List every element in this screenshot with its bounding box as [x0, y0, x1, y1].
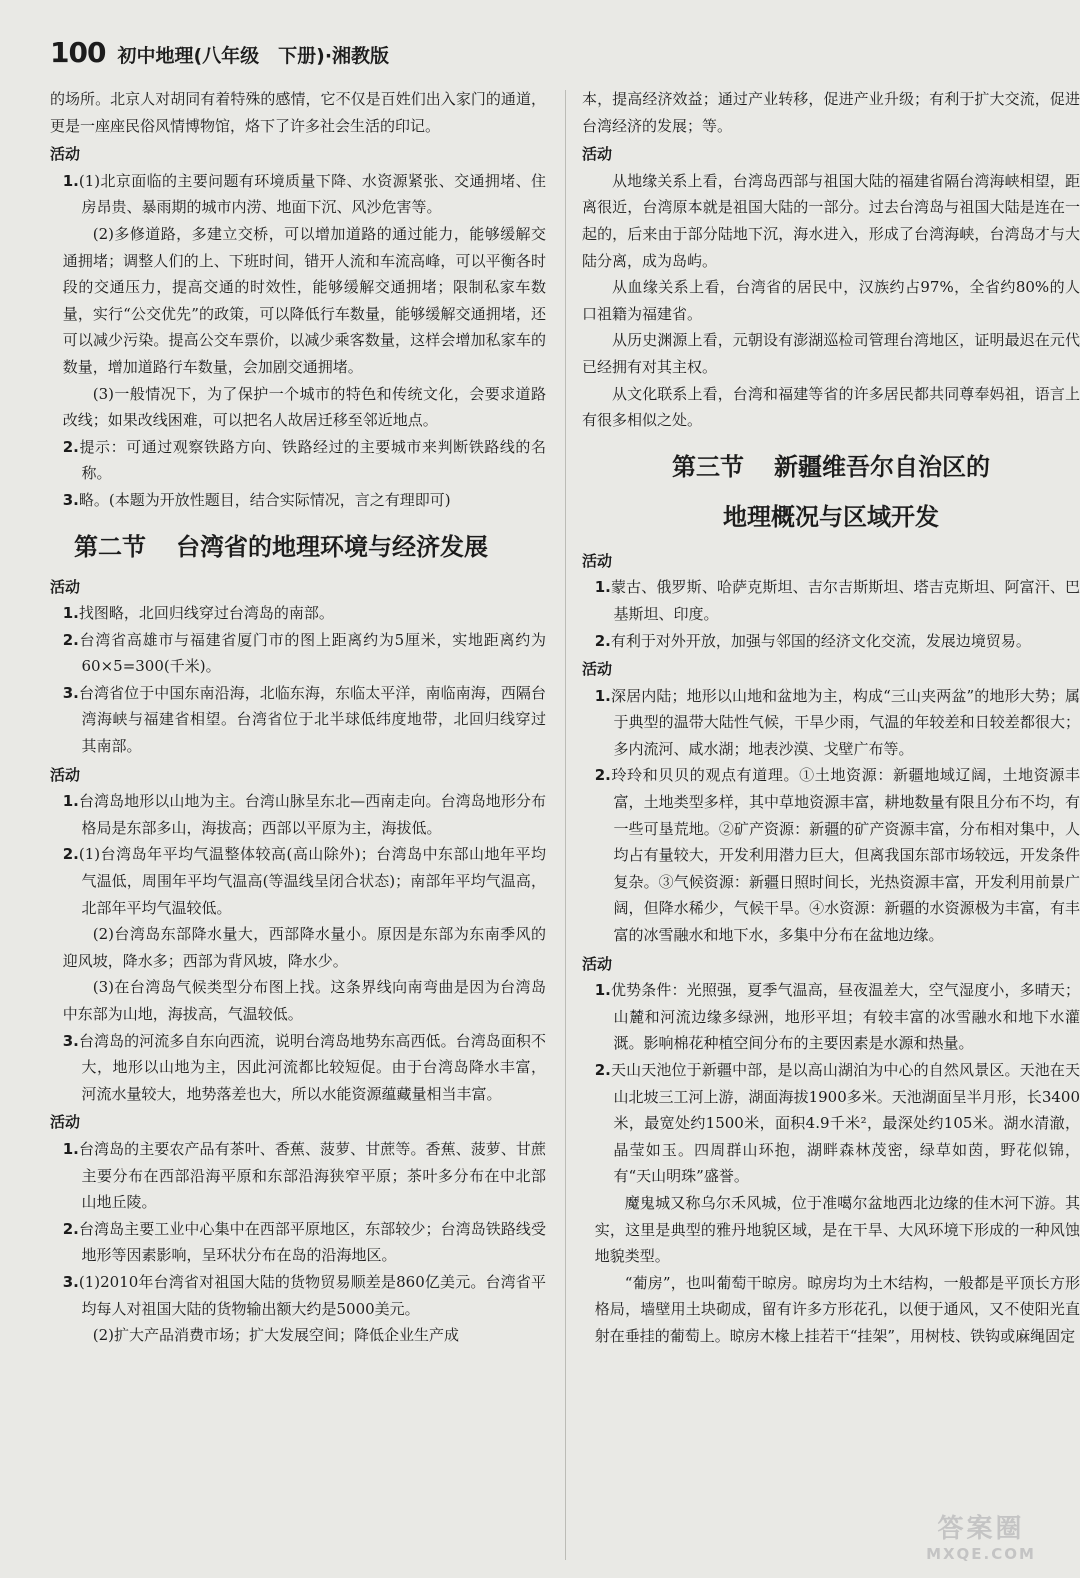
answer-item: 2.天山天池位于新疆中部，是以高山湖泊为中心的自然风景区。天池在天山北坡三工河上游，湖面海拔1900多米。天池湖面呈半月形，长3400米，最宽处约1500米，面积4.9千米²，最深处约105米。湖水清澈，晶莹如玉。四周群山环抱，湖畔森林茂密，绿草如茵，野花似锦，有“天山明珠”盛誉。 [594, 1061, 1080, 1186]
activity-heading: 活动 [582, 145, 613, 164]
answer-subitem: (2)扩大产品消费市场；扩大发展空间；降低企业生产成 [92, 1326, 459, 1345]
activity-heading: 活动 [582, 660, 613, 679]
answer-item: 1.(1)北京面临的主要问题有环境质量下降、水资源紧张、交通拥堵、住房昂贵、暴雨期的城市内涝、地面下沉、风沙危害等。 [62, 171, 546, 217]
answer-item: 1.蒙古、俄罗斯、哈萨克斯坦、吉尔吉斯斯坦、塔吉克斯坦、阿富汗、巴基斯坦、印度。 [594, 578, 1080, 623]
paragraph: 从地缘关系上看，台湾岛西部与祖国大陆的福建省隔台湾海峡相望，距离很近，台湾原本就是祖国大陆的一部分。过去台湾岛与祖国大陆是连在一起的，后来由于部分陆地下沉，海水进入，形成了台湾海峡，台湾岛才与大陆分离，成为岛屿。 [582, 171, 1080, 270]
book-title: 初中地理(八年级 下册)·湘教版 [117, 45, 390, 67]
answer-item: 1.找图略，北回归线穿过台湾岛的南部。 [62, 604, 334, 623]
activity-heading: 活动 [50, 145, 81, 164]
answer-subitem: “葡房”，也叫葡萄干晾房。晾房均为土木结构，一般都是平顶长方形格局，墙壁用土块砌成，留有许多方形花孔，以便于通风，又不使阳光直射在垂挂的葡萄上。晾房木椽上挂若干“挂架”，用树枝、铁钩或麻绳固定 [594, 1273, 1080, 1345]
answer-item: 1.优势条件：光照强，夏季气温高，昼夜温差大，空气湿度小，多晴天；山麓和河流边缘多绿洲，地形平坦；有较丰富的冰雪融水和地下水灌溉。影响棉花种植空间分布的主要因素是水源和热量。 [594, 981, 1080, 1053]
watermark-logo: 答案圈 MXQE.COM [926, 1514, 1036, 1563]
answer-item: 2.(1)台湾岛年平均气温整体较高(高山除外)；台湾岛中东部山地年平均气温低，周围年平均气温高(等温线呈闭合状态)；南部年平均气温高，北部年平均气温较低。 [62, 845, 546, 917]
page-number: 100 [50, 36, 106, 69]
answer-subitem: (2)多修道路，多建立交桥，可以增加道路的通过能力，能够缓解交通拥堵；调整人们的上、下班时间，错开人流和车流高峰，可以平衡各时段的交通压力，提高交通的时效性，能够缓解交通拥堵；限制私家车数量，实行“公交优先”的政策，可以降低行车数量，能够缓解交通拥堵，还可以减少污染。提高公交车票价，以减少乘客数量，这样会增加私家车的数量，增加道路行车数量，会加剧交通拥堵。 [62, 224, 546, 376]
answer-item: 1.台湾岛地形以山地为主。台湾山脉呈东北—西南走向。台湾岛地形分布格局是东部多山，海拔高；西部以平原为主，海拔低。 [62, 792, 546, 837]
answer-item: 3.(1)2010年台湾省对祖国大陆的货物贸易顺差是860亿美元。台湾省平均每人对祖国大陆的货物输出额大约是5000美元。 [62, 1272, 546, 1318]
paragraph: 从文化联系上看，台湾和福建等省的许多居民都共同尊奉妈祖，语言上有很多相似之处。 [582, 384, 1080, 430]
answer-item: 1.深居内陆；地形以山地和盆地为主，构成“三山夹两盆”的地形大势；属于典型的温带大陆性气候，干旱少雨，气温的年较差和日较差都很大；多内流河、咸水湖；地表沙漠、戈壁广布等。 [594, 686, 1080, 758]
activity-heading: 活动 [582, 551, 613, 570]
answer-item: 2.提示：可通过观察铁路方向、铁路经过的主要城市来判断铁路线的名称。 [62, 437, 546, 483]
answer-item: 3.台湾省位于中国东南沿海，北临东海，东临太平洋，南临南海，西隔台湾海峡与福建省相望。台湾省位于北半球低纬度地带，北回归线穿过其南部。 [62, 683, 546, 756]
answer-subitem: (3)在台湾岛气候类型分布图上找。这条界线向南弯曲是因为台湾岛中东部为山地，海拔高，气温较低。 [62, 978, 546, 1023]
right-column [582, 86, 1080, 1350]
activity-heading: 活动 [50, 765, 81, 784]
column-divider [565, 90, 566, 1560]
answer-item: 3.台湾岛的河流多自东向西流，说明台湾岛地势东高西低。台湾岛面积不大，地形以山地为主，因此河流都比较短促。由于台湾岛降水丰富，河流水量较大，地势落差也大，所以水能资源蕴藏量相当丰富。 [62, 1031, 546, 1103]
section-title-2: 第二节 台湾省的地理环境与经济发展 [74, 532, 488, 561]
answer-subitem: (2)台湾岛东部降水量大，西部降水量小。原因是东部为东南季风的迎风坡，降水多；西部为背风坡，降水少。 [62, 925, 546, 970]
paragraph: 从血缘关系上看，台湾省的居民中，汉族约占97%，全省约80%的人口祖籍为福建省。 [582, 278, 1080, 323]
page-header [50, 36, 389, 86]
paragraph: 从历史渊源上看，元朝设有澎湖巡检司管理台湾地区，证明最迟在元代已经拥有对其主权。 [582, 331, 1080, 376]
answer-item: 1.台湾岛的主要农产品有茶叶、香蕉、菠萝、甘蔗等。香蕉、菠萝、甘蔗主要分布在西部沿海平原和东部沿海狭窄平原；茶叶多分布在中北部山地丘陵。 [62, 1139, 546, 1212]
activity-heading: 活动 [582, 954, 613, 973]
answer-item: 2.有利于对外开放，加强与邻国的经济文化交流，发展边境贸易。 [594, 631, 1031, 650]
answer-subitem: 魔鬼城又称乌尔禾风城，位于准噶尔盆地西北边缘的佳木河下游。其实，这里是典型的雅丹地貌区域，是在干旱、大风环境下形成的一种风蚀地貌类型。 [594, 1193, 1080, 1266]
left-column [50, 86, 546, 1349]
activity-heading: 活动 [50, 577, 81, 596]
answer-item: 3.略。(本题为开放性题目，结合实际情况，言之有理即可) [62, 490, 451, 509]
intro-paragraph: 的场所。北京人对胡同有着特殊的感情，它不仅是百姓们出入家门的通道，更是一座座民俗风情博物馆，烙下了许多社会生活的印记。 [50, 90, 546, 135]
section-title-3: 第三节 新疆维吾尔自治区的 地理概况与区域开发 [672, 452, 990, 531]
activity-heading: 活动 [50, 1113, 81, 1132]
answer-item: 2.玲玲和贝贝的观点有道理。①土地资源：新疆地域辽阔，土地资源丰富，土地类型多样，其中草地资源丰富，耕地数量有限且分布不均，有一些可垦荒地。②矿产资源：新疆的矿产资源丰富，分布相对集中，人均占有量较大，开发利用潜力巨大，但离我国东部市场较远，开发条件复杂。③气候资源：新疆日照时间长，光热资源丰富，开发利用前景广阔，但降水稀少，气候干旱。④水资源：新疆的水资源极为丰富，有丰富的冰雪融水和地下水，多集中分布在盆地边缘。 [594, 766, 1080, 945]
answer-subitem: (3)一般情况下，为了保护一个城市的特色和传统文化，会要求道路改线；如果改线困难，可以把名人故居迁移至邻近地点。 [62, 384, 546, 430]
answer-item: 2.台湾省高雄市与福建省厦门市的图上距离约为5厘米，实地距离约为60×5=300(千米)。 [62, 630, 546, 676]
continued-paragraph: 本，提高经济效益；通过产业转移，促进产业升级；有利于扩大交流，促进台湾经济的发展；等。 [582, 90, 1080, 135]
answer-item: 2.台湾岛主要工业中心集中在西部平原地区，东部较少；台湾岛铁路线受地形等因素影响，呈环状分布在岛的沿海地区。 [62, 1219, 546, 1265]
